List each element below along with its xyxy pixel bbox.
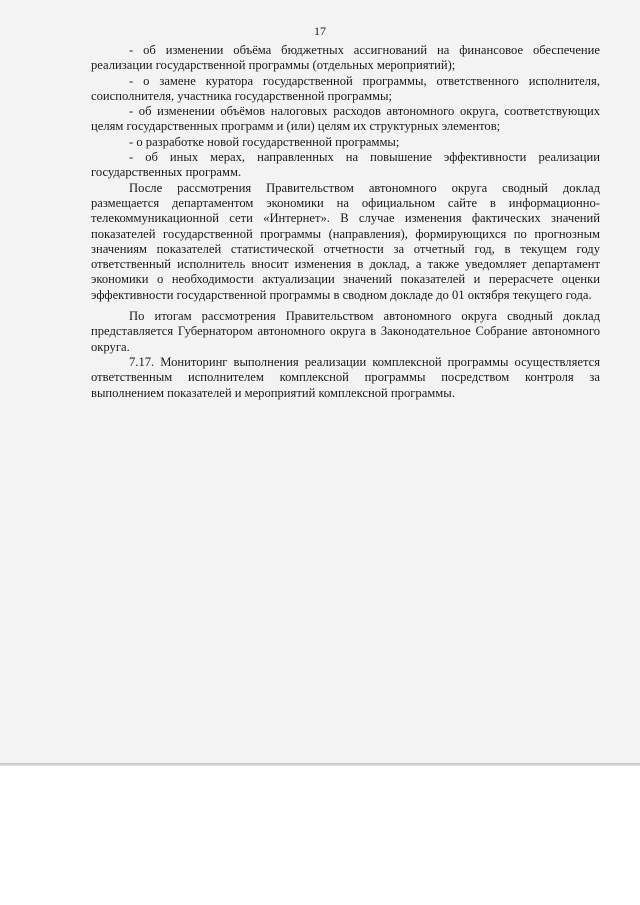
paragraph-report-publication: После рассмотрения Правительством автономного округа сводный доклад размещается департаментом экономики на официальном сайте в информационно-телекоммуникационной сети «Интернет». В случае изменения фактических значений показателей государственной программы (направления), формирующихся по прогнозным значениям показателей статистической отчетности за отчетный год, в текущем году ответственный исполнитель вносит изменения в доклад, а также уведомляет департамент экономики о необходимости актуализации значений показателей и перерасчете оценки эффективности государственной программы в сводном докладе до 01 октября текущего года. [91,180,600,302]
page-body [91,43,600,401]
page-number: 17 [314,24,326,38]
list-item-budget-allocations: - об изменении объёма бюджетных ассигнований на финансовое обеспечение реализации государственной программы (отдельных мероприятий); [91,43,600,73]
list-item-new-program: - о разработке новой государственной программы; [129,134,400,149]
list-item-other-measures: - об иных мерах, направленных на повышение эффективности реализации государственных программ. [91,150,600,180]
list-item-curator-replacement: - о замене куратора государственной программы, ответственного исполнителя, соисполнителя, участника государственной программы; [91,73,600,103]
paragraph-monitoring-clause: 7.17. Мониторинг выполнения реализации комплексной программы осуществляется ответственным исполнителем комплексной программы посредством контроля за выполнением показателей и мероприятий комплексной программы. [91,354,600,400]
page-edge-shadow [0,763,640,766]
paragraph-report-submission: По итогам рассмотрения Правительством автономного округа сводный доклад представляется Губернатором автономного округа в Законодательное Собрание автономного округа. [91,309,600,354]
list-item-tax-expenditures: - об изменении объёмов налоговых расходов автономного округа, соответствующих целям государственных программ и (или) целям их структурных элементов; [91,104,600,134]
